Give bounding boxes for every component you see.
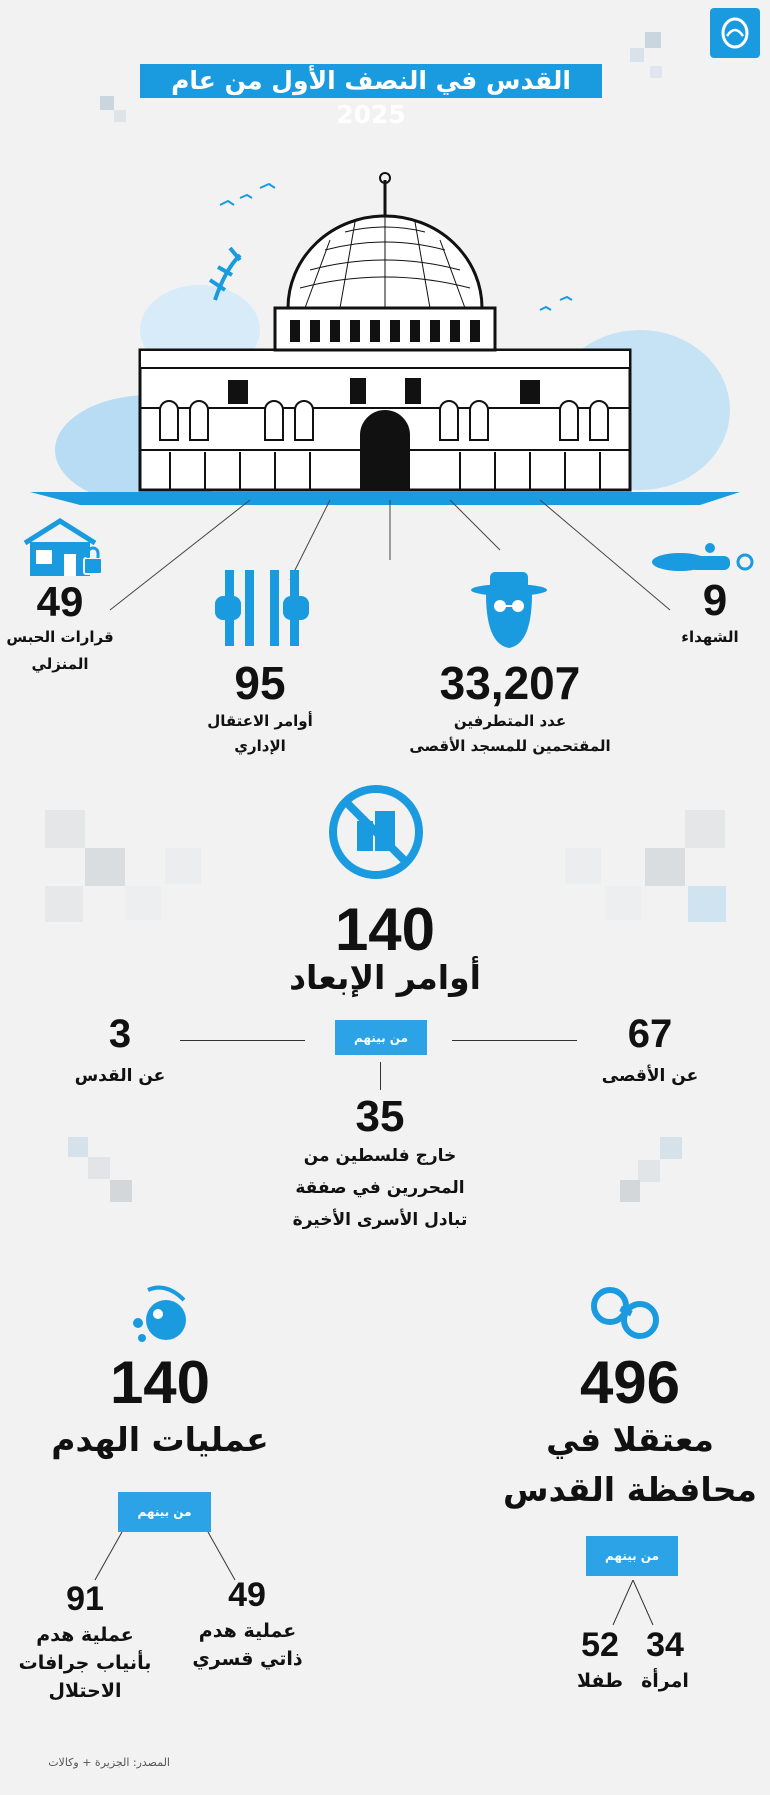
detainees-branch-lines [595, 1580, 675, 1630]
demolitions-occupation-value: 91 [66, 1580, 104, 1618]
decor-square [660, 1137, 682, 1159]
deportation-jerusalem-value: 3 [108, 1012, 132, 1056]
martyrs-value: 9 [702, 576, 728, 625]
settlers-label-line1: عدد المتطرفين [453, 712, 567, 730]
fallen-person-icon [650, 540, 755, 576]
deportation-aqsa-label: عن الأقصى [601, 1066, 699, 1086]
deportation-outside-value: 35 [355, 1092, 405, 1141]
source-note: المصدر: الجزيرة + وكالات [48, 1756, 170, 1769]
deportation-jerusalem-label: عن القدس [74, 1066, 166, 1086]
detainees-children-value: 52 [581, 1626, 619, 1664]
dome-of-the-rock-illustration [20, 160, 750, 510]
decor-square [125, 886, 161, 920]
demolitions-branch-lines [90, 1532, 240, 1582]
decor-square [45, 886, 83, 922]
decor-square [68, 1137, 88, 1157]
admin-detention-label-line2: الإداري [234, 737, 286, 755]
detainees-value: 496 [579, 1349, 681, 1416]
decor-square [85, 848, 125, 886]
decor-square [88, 1157, 110, 1179]
decor-square [165, 848, 201, 884]
decor-square [45, 810, 85, 848]
detainees-line2: محافظة القدس [503, 1470, 757, 1509]
decor-square [565, 848, 601, 884]
demolitions-occupation-line1: عملية هدم [36, 1624, 134, 1646]
settler-icon [468, 570, 550, 650]
house-arrest-label-line1: قرارات الحبس [6, 628, 114, 646]
decor-square [645, 848, 685, 886]
demolitions-self-line2: ذاتي قسري [192, 1648, 303, 1670]
demolitions-label: عمليات الهدم [51, 1420, 269, 1459]
deportation-outside-line1: خارج فلسطين من [303, 1146, 457, 1166]
detainees-women-label: امرأة [641, 1670, 689, 1692]
demolitions-among-them-chip: من بينهم [118, 1492, 211, 1532]
decor-square [605, 886, 641, 920]
house-arrest-label-line2: المنزلي [31, 655, 89, 673]
prison-bars-icon [215, 568, 310, 648]
decor-square [620, 1180, 640, 1202]
deportation-left-line [180, 1040, 305, 1041]
demolitions-self-line1: عملية هدم [198, 1620, 297, 1642]
wrecking-ball-icon [128, 1278, 198, 1348]
demolitions-occupation-line2: بأنياب جرافات [18, 1652, 152, 1674]
martyrs-label: الشهداء [681, 628, 739, 646]
detainees-children-label: طفلا [577, 1670, 623, 1692]
decor-square [645, 32, 661, 48]
deportation-aqsa-value: 67 [627, 1012, 673, 1056]
detainees-line1: معتقلا في [546, 1420, 714, 1459]
decor-square [685, 810, 725, 848]
aljazeera-logo-icon[interactable] [710, 8, 760, 58]
deportation-outside-line3: تبادل الأسرى الأخيرة [292, 1210, 468, 1230]
demolitions-occupation-line3: الاحتلال [48, 1680, 122, 1702]
deportation-value: 140 [334, 896, 436, 963]
deportation-outside-line2: المحررين في صفقة [295, 1178, 465, 1198]
deportation-down-line [380, 1062, 381, 1090]
house-arrest-value: 49 [36, 578, 84, 625]
decor-square [650, 66, 662, 78]
decor-square [114, 110, 126, 122]
demolitions-self-value: 49 [228, 1576, 266, 1614]
deportation-right-line [452, 1040, 577, 1041]
detainees-women-value: 34 [646, 1626, 684, 1664]
settlers-value: 33,207 [439, 657, 581, 709]
admin-detention-value: 95 [234, 657, 286, 709]
page-title: القدس في النصف الأول من عام 2025 [140, 64, 602, 98]
decor-square [630, 48, 644, 62]
settlers-label-line2: المقتحمين للمسجد الأقصى [409, 737, 611, 755]
decor-square [110, 1180, 132, 1202]
deportation-among-them-chip: من بينهم [335, 1020, 427, 1055]
detainees-among-them-chip: من بينهم [586, 1536, 678, 1576]
admin-detention-label-line1: أوامر الاعتقال [207, 712, 313, 730]
locked-house-icon [20, 518, 105, 578]
deportation-label: أوامر الإبعاد [289, 958, 481, 997]
decor-square [688, 886, 726, 922]
decor-square [638, 1160, 660, 1182]
decor-square [100, 96, 114, 110]
no-entry-building-icon [327, 783, 425, 881]
handcuffs-icon [590, 1282, 665, 1344]
demolitions-value: 140 [109, 1349, 211, 1416]
